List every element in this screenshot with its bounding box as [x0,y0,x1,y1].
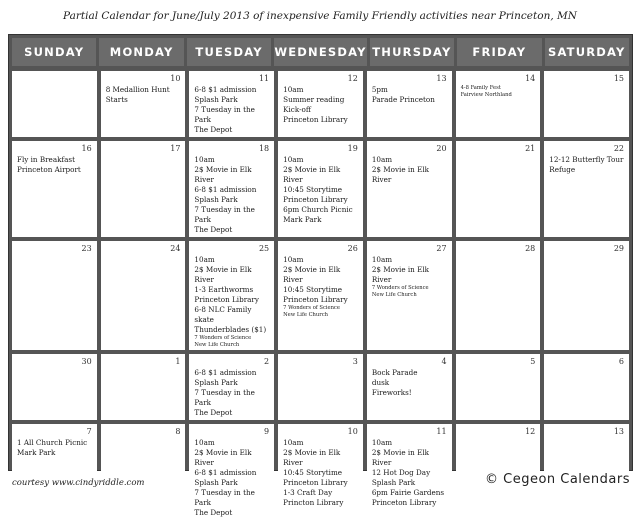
day-cell [12,241,97,350]
day-cell [544,71,629,137]
event-line: 10am [194,438,215,447]
event-line: 10am [371,255,393,264]
event-line: Princeton Library [283,295,348,304]
event-line: New Life Church [194,341,240,348]
day-cell [456,241,541,350]
weekday-monday: MONDAY [99,38,183,66]
day-number: 12 [347,74,358,83]
day-cell [278,354,363,420]
event-list [461,85,537,98]
event-line: New Life Church [371,291,417,298]
day-cell [101,241,186,350]
day-number: 30 [81,357,92,366]
event-line: 7 Tuesday in the Park [194,488,258,507]
event-line: 1-3 Craft Day [283,488,333,497]
event-line: 1-3 Earthworms [194,285,254,294]
event-list [194,155,270,235]
event-line: 10am [283,155,304,164]
event-line: 5pm [371,85,388,94]
event-line: 10am [371,438,393,447]
day-number: 15 [613,74,624,83]
day-cell [189,424,274,520]
event-list [372,438,448,508]
day-number: 25 [258,244,270,253]
day-cell [101,354,186,420]
day-cell [278,424,363,520]
event-list [372,155,448,185]
event-line: 10am [283,438,304,447]
event-line: 10am [371,155,393,164]
day-number: 4 [441,357,447,366]
event-line: 10am [194,255,215,264]
day-number: 13 [436,74,447,83]
event-list [372,85,448,105]
event-line: 2$ Movie in Elk River [194,448,254,467]
event-list [283,255,359,318]
event-line: Splash Park [194,95,238,104]
event-line: 2$ Movie in Elk River [283,448,343,467]
day-cell [101,141,186,237]
day-number: 11 [436,427,447,436]
day-cell [367,424,452,520]
weekday-friday: FRIDAY [457,38,541,66]
event-list [17,155,93,175]
event-line: 10am [283,255,304,264]
event-list [106,85,182,105]
event-line: Splash Park [194,378,238,387]
event-line: Fairview Northland [460,91,512,98]
day-number: 20 [436,144,447,153]
event-line: 12 Hot Dog Day [371,468,431,477]
day-cell [189,71,274,137]
event-line: 10am [283,85,304,94]
event-list [283,155,359,225]
event-line: 10:45 Storytime [283,285,343,294]
event-line: 7 Tuesday in the Park [194,205,258,224]
calendar-title: Partial Calendar for June/July 2013 of inexpensive Family Friendly activities near Princeton, MN [63,10,577,22]
day-number: 22 [613,144,624,153]
event-line: Refuge [549,165,576,174]
day-number: 5 [530,357,536,366]
event-line: Summer reading Kick-off [283,95,347,114]
event-line: Splash Park [371,478,416,487]
day-number: 26 [347,244,358,253]
day-number: 29 [613,244,624,253]
weekday-sunday: SUNDAY [12,38,96,66]
day-cell [367,241,452,350]
day-cell [544,241,629,350]
day-cell [367,354,452,420]
day-cell [278,241,363,350]
event-line: 2$ Movie in Elk River [283,165,343,184]
day-number: 10 [347,427,358,436]
weekday-saturday: SATURDAY [545,38,629,66]
day-number: 28 [525,244,536,253]
event-line: The Depot [194,225,233,234]
day-cell [456,71,541,137]
event-list [194,368,270,418]
event-line: Princeton Library [283,195,348,204]
day-number: 8 [175,427,181,436]
event-line: Fireworks! [371,388,412,397]
event-line: 6-8 $1 admission [194,185,257,194]
event-line: 8 Medallion Hunt Starts [105,85,172,104]
day-number: 14 [525,74,536,83]
day-cell [544,141,629,237]
event-line: 10:45 Storytime [283,468,343,477]
event-line: 6-8 NLC Family skate [194,305,254,324]
event-list [194,438,270,518]
day-cell [367,71,452,137]
event-line: 2$ Movie in Elk River [194,165,254,184]
day-number: 16 [81,144,92,153]
event-line: 6-8 $1 admission [194,468,257,477]
event-list [283,85,359,125]
day-number: 24 [170,244,181,253]
day-number: 12 [525,427,536,436]
event-list [549,155,625,175]
day-cell [367,141,452,237]
day-number: 2 [264,357,270,366]
event-line: 2$ Movie in Elk River [283,265,343,284]
day-number: 9 [264,427,270,436]
event-line: Fly in Breakfast [17,155,75,164]
event-list [372,255,448,298]
event-line: 6-8 $1 admission [194,368,257,377]
event-line: Bock Parade [371,368,418,377]
event-line: Princeton Library [371,498,437,507]
day-cell [278,141,363,237]
day-number: 21 [525,144,536,153]
day-cell [12,71,97,137]
event-line: 6-8 $1 admission [194,85,257,94]
day-cell [12,141,97,237]
day-cell [456,141,541,237]
event-line: 7 Wonders of Science [283,305,340,311]
weekday-thursday: THURSDAY [370,38,454,66]
day-number: 3 [352,357,358,366]
event-line: 7 Tuesday in the Park [194,105,258,124]
day-number: 23 [81,244,92,253]
day-cell [101,424,186,520]
event-line: Princton Library [283,498,344,507]
event-line: 7 Wonders of Science [194,335,252,341]
event-line: 4-8 Family Fest [460,85,501,91]
day-cell [101,71,186,137]
event-line: 2$ Movie in Elk River [371,448,432,467]
event-line: Princeton Library [194,295,259,304]
day-cell [12,354,97,420]
event-list [194,255,270,348]
day-number: 19 [347,144,358,153]
event-line: Splash Park [194,195,238,204]
event-line: 7 Wonders of Science [371,285,429,291]
event-line: 10am [194,155,215,164]
day-number: 13 [613,427,624,436]
event-line: 1 All Church Picnic [17,438,88,447]
event-line: 7 Tuesday in the Park [194,388,258,407]
event-line: Mark Park [283,215,322,224]
weekday-tuesday: TUESDAY [187,38,271,66]
event-line: 12-12 Butterfly Tour [549,155,624,164]
event-line: Princeton Airport [17,165,81,174]
copyright-text: © Cegeon Calendars [484,472,630,487]
event-line: The Depot [194,125,233,134]
event-line: Princeton Library [283,478,348,487]
event-line: New Life Church [283,311,328,318]
day-cell [278,71,363,137]
event-line: 6pm Fairie Gardens [371,488,445,497]
day-cell [12,424,97,520]
event-line: Parade Princeton [371,95,435,104]
day-cell [544,354,629,420]
event-line: dusk [371,378,390,387]
weekday-wednesday: WEDNESDAY [274,38,366,66]
event-line: The Depot [194,408,233,417]
day-number: 1 [175,357,181,366]
day-cell [189,354,274,420]
event-line: 2$ Movie in Elk River [194,265,254,284]
day-number: 10 [170,74,181,83]
event-list [194,85,270,135]
weekday-header-row [9,35,632,68]
day-cell [189,141,274,237]
day-cell [189,241,274,350]
event-line: Splash Park [194,478,238,487]
event-line: 2$ Movie in Elk River [371,165,432,184]
event-line: Princeton Library [283,115,348,124]
day-cell [456,354,541,420]
day-number: 17 [170,144,181,153]
day-number: 11 [258,74,270,83]
day-number: 6 [618,357,624,366]
event-line: Mark Park [17,448,56,457]
event-list [17,438,93,458]
event-line: Thunderblades ($1) [194,325,267,334]
day-number: 27 [436,244,447,253]
credit-text: courtesy www.cindyriddle.com [12,478,145,488]
event-line: 10:45 Storytime [283,185,343,194]
day-number: 18 [258,144,270,153]
event-line: 6pm Church Picnic [283,205,353,214]
day-number: 7 [86,427,92,436]
event-line: The Depot [194,508,233,517]
event-list [283,438,359,508]
event-line: 2$ Movie in Elk River [371,265,432,284]
event-list [372,368,448,398]
